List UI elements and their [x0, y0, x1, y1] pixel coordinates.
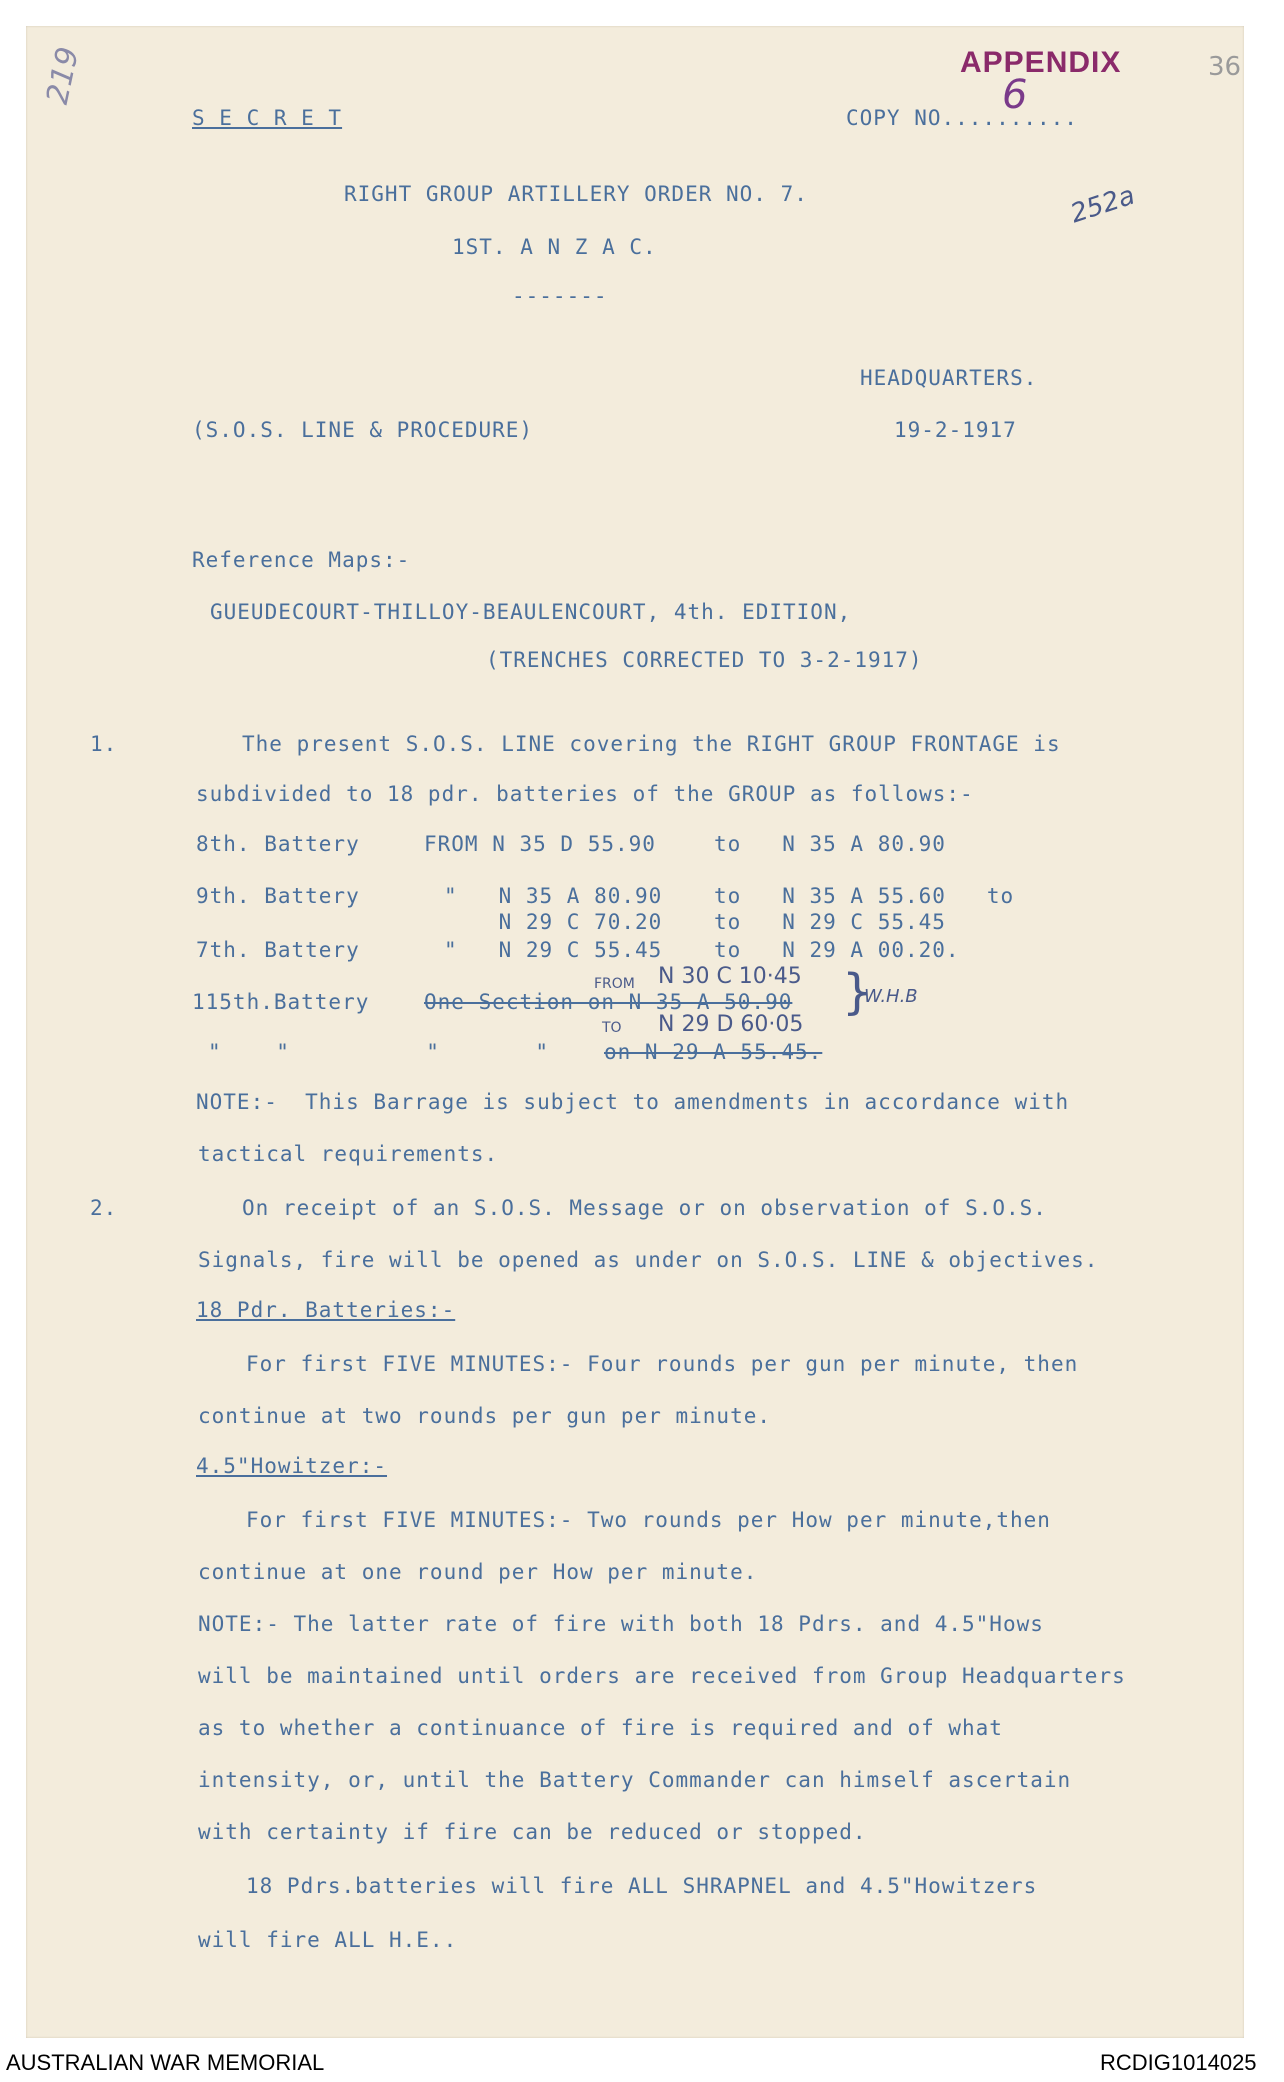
handwritten-to-value: N 29 D 60·05: [658, 1012, 804, 1037]
howitzer-heading: 4.5"Howitzer:-: [196, 1454, 388, 1478]
reference-map: GUEUDECOURT-THILLOY-BEAULENCOURT, 4th. EDITION,: [210, 600, 852, 624]
note1-line1: NOTE:- This Barrage is subject to amendments in accordance with: [196, 1090, 1070, 1114]
battery-row-from: N 29 C 70.20: [444, 910, 663, 934]
title-separator: -------: [512, 284, 608, 308]
appendix-number: 6: [1002, 72, 1028, 118]
ammo-line1: 18 Pdrs.batteries will fire ALL SHRAPNEL and 4.5"Howitzers: [246, 1874, 1038, 1898]
note1-line2: tactical requirements.: [198, 1142, 499, 1166]
pdr-line2: continue at two rounds per gun per minute.: [198, 1404, 772, 1428]
para1-number: 1.: [90, 732, 118, 756]
battery-row-name: 8th. Battery: [196, 832, 360, 856]
footer-id: RCDIG1014025: [1100, 2050, 1257, 2075]
battery-row-to: to N 35 A 55.60 to: [714, 884, 1015, 908]
pdr-heading: 18 Pdr. Batteries:-: [196, 1298, 456, 1322]
battery-row-to: to N 29 A 00.20.: [714, 938, 960, 962]
reference-correction: (TRENCHES CORRECTED TO 3-2-1917): [486, 648, 923, 672]
battery-row-name: 115th.Battery: [192, 990, 370, 1014]
handwritten-from-value: N 30 C 10·45: [658, 964, 802, 989]
para1-line2: subdivided to 18 pdr. batteries of the GROUP as follows:-: [196, 782, 974, 806]
note2-line4: intensity, or, until the Battery Commander can himself ascertain: [198, 1768, 1072, 1792]
para2-line2: Signals, fire will be opened as under on S.O.S. LINE & objectives.: [198, 1248, 1099, 1272]
footer-source: AUSTRALIAN WAR MEMORIAL: [6, 2050, 325, 2075]
appendix-stamp: APPENDIX: [960, 46, 1122, 79]
secret-label: S E C R E T: [192, 106, 343, 130]
note2-line1: NOTE:- The latter rate of fire with both 18 Pdrs. and 4.5"Hows: [198, 1612, 1044, 1636]
battery-row-from: " N 29 C 55.45: [444, 938, 663, 962]
handwritten-to-label: TO: [602, 1020, 622, 1036]
ditto-marks: " " " ": [208, 1040, 550, 1064]
order-subject: (S.O.S. LINE & PROCEDURE): [192, 418, 534, 442]
para1-line1: The present S.O.S. LINE covering the RIGHT GROUP FRONTAGE is: [242, 732, 1061, 756]
battery-row-name: 7th. Battery: [196, 938, 360, 962]
note2-line3: as to whether a continuance of fire is required and of what: [198, 1716, 1003, 1740]
pdr-line1: For first FIVE MINUTES:- Four rounds per gun per minute, then: [246, 1352, 1079, 1376]
order-title: RIGHT GROUP ARTILLERY ORDER NO. 7.: [344, 182, 808, 206]
battery-row-from: " N 35 A 80.90: [444, 884, 663, 908]
order-date: 19-2-1917: [894, 418, 1017, 442]
howitzer-line1: For first FIVE MINUTES:- Two rounds per How per minute,then: [246, 1508, 1051, 1532]
order-subtitle: 1ST. A N Z A C.: [452, 235, 657, 259]
struck-text: One Section on N 35 A 50.90: [424, 990, 793, 1014]
battery-row-from: FROM N 35 D 55.90: [424, 832, 656, 856]
para2-number: 2.: [90, 1196, 118, 1220]
copy-number: COPY NO..........: [846, 106, 1078, 130]
struck-text: on N 29 A 55.45.: [604, 1040, 823, 1064]
handwritten-initials: W.H.B: [864, 986, 918, 1007]
margin-number: 219: [40, 43, 87, 108]
note2-line2: will be maintained until orders are received from Group Headquarters: [198, 1664, 1126, 1688]
headquarters-label: HEADQUARTERS.: [860, 366, 1038, 390]
battery-row-to: to N 29 C 55.45: [714, 910, 946, 934]
battery-row-name: 9th. Battery: [196, 884, 360, 908]
howitzer-line2: continue at one round per How per minute.: [198, 1560, 758, 1584]
battery-row-to: to N 35 A 80.90: [714, 832, 946, 856]
para2-line1: On receipt of an S.O.S. Message or on observation of S.O.S.: [242, 1196, 1047, 1220]
note2-line5: with certainty if fire can be reduced or stopped.: [198, 1820, 867, 1844]
brace-icon: }: [842, 964, 873, 1020]
page-number: 36: [1208, 52, 1242, 82]
ammo-line2: will fire ALL H.E..: [198, 1928, 458, 1952]
handwritten-from-label: FROM: [594, 976, 635, 992]
handwritten-reference: 252a: [1066, 180, 1139, 230]
reference-label: Reference Maps:-: [192, 548, 411, 572]
